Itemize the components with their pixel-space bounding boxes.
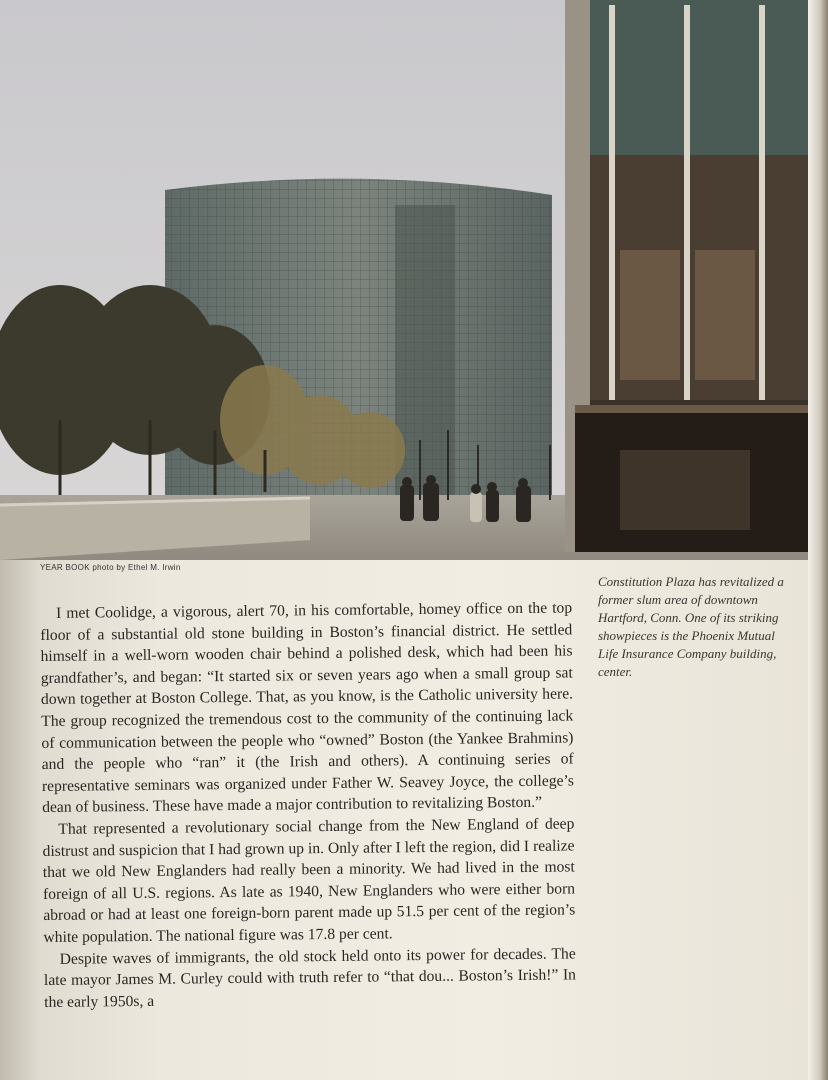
page-edge (808, 0, 828, 1080)
article-body (40, 597, 576, 1013)
paragraph: That represented a revolutionary social change from the New England of deep distrust and suspicion that I had grown up in. Only after I left the region, did I realize that we old New Englanders had really been a minority. We had lived in the most foreign of all U.S. regions. As late as 1940, New Englanders who were either born abroad or had at least one foreign-born parent made up 51.5 per cent of the region’s white population. The national figure was 17.8 per cent. (42, 815, 576, 946)
paragraph: I met Coolidge, a vigorous, alert 70, in his comfortable, homey office on the top floor of a substantial old stone building in Boston’s financial district. He settled himself in a well-worn wooden chair behind a polished desk, which had been his grandfather’s, and began: “It started six or seven years ago when a small group sat down together at Boston College. That, as you know, is the Catholic university here. The group recognized the tremendous cost to the community of the continuing lack of communication between the people who “owned” Boston (the Yankee Brahmins) and the people who “ran” it (the Irish and others). A continuing series of representative seminars was organized under Father W. Seavey Joyce, the college’s dean of business. These have made a major contribution to revitalizing Boston.” (40, 599, 574, 817)
page-curl-shadow (0, 560, 40, 1080)
paragraph: Despite waves of immigrants, the old stock held onto its power for decades. The late mayor James M. Curley could with truth refer to “that dou... Boston’s Irish!” In the early 1950s, a (43, 944, 577, 1011)
photo-credit: YEAR BOOK photo by Ethel M. Irwin (40, 563, 181, 572)
photo-caption: Constitution Plaza has revitalized a former slum area of downtown Hartford, Conn. One of its striking showpieces is the Phoenix Mutual Life Insurance Company building, center. (598, 574, 784, 679)
